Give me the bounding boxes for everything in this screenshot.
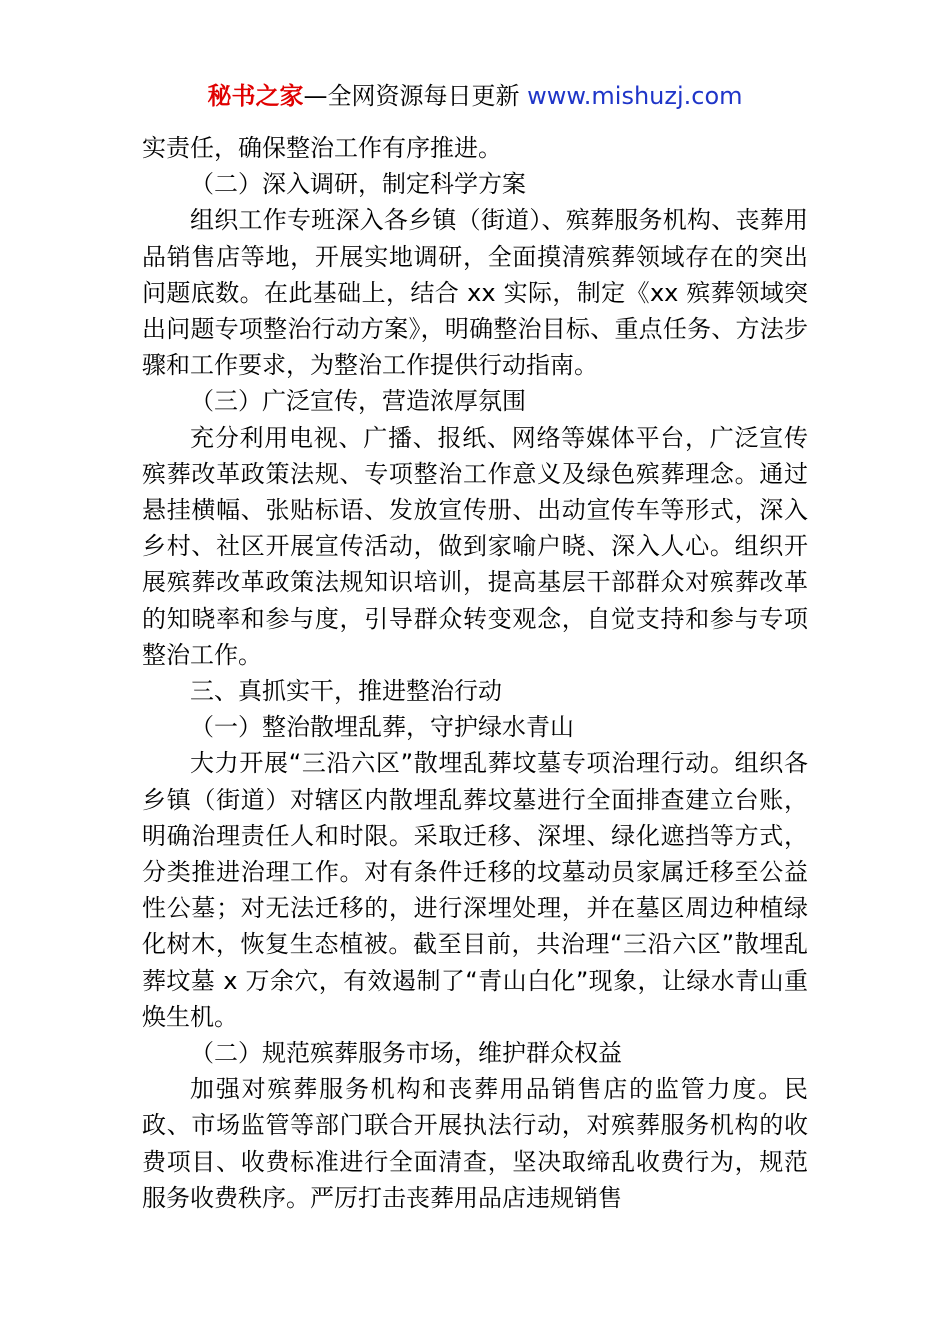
subheading-publicity: （三）广泛宣传，营造浓厚氛围 — [190, 387, 526, 416]
document-body — [142, 130, 808, 1216]
subheading-market: （二）规范殡葬服务市场，维护群众权益 — [190, 1039, 622, 1068]
paragraph-market: 加强对殡葬服务机构和丧葬用品销售店的监管力度。民政、市场监管等部门联合开展执法行动，对殡葬服务机构的收费项目、收费标准进行全面清查，坚决取缔乱收费行为，规范服务收费秩序。严厉打击丧葬用品店违规销售 — [142, 1075, 808, 1212]
paragraph-continuation: 实责任，确保整治工作有序推进。 — [142, 134, 502, 162]
paragraph-publicity: 充分利用电视、广播、报纸、网络等媒体平台，广泛宣传殡葬改革政策法规、专项整治工作意义及绿色殡葬理念。通过悬挂横幅、张贴标语、发放宣传册、出动宣传车等形式，深入乡村、社区开展宣传活动，做到家喻户晓、深入人心。组织开展殡葬改革政策法规知识培训，提高基层干部群众对殡葬改革的知晓率和参与度，引导群众转变观念，自觉支持和参与专项整治工作。 — [142, 423, 808, 669]
site-brand: 秘书之家 — [207, 82, 304, 110]
paragraph-burial: 大力开展“三沿六区”散埋乱葬坟墓专项治理行动。组织各乡镇（街道）对辖区内散埋乱葬坟墓进行全面排查建立台账，明确治理责任人和时限。采取迁移、深埋、绿化遮挡等方式，分类推进治理工作。对有条件迁移的坟墓动员家属迁移至公益性公墓；对无法迁移的，进行深埋处理，并在墓区周边种植绿化树木，恢复生态植被。截至目前，共治理“三沿六区”散埋乱葬坟墓 x 万余穴，有效遏制了“青山白化”现象，让绿水青山重焕生机。 — [142, 749, 808, 1031]
site-url[interactable]: www.mishuzj.com — [527, 82, 743, 110]
paragraph-research: 组织工作专班深入各乡镇（街道）、殡葬服务机构、丧葬用品销售店等地，开展实地调研，全面摸清殡葬领域存在的突出问题底数。在此基础上，结合 xx 实际，制定《xx 殡葬领域突出问题专项整治行动方案》，明确整治目标、重点任务、方法步骤和工作要求，为整治工作提供行动指南。 — [142, 206, 808, 380]
subheading-research: （二）深入调研，制定科学方案 — [190, 170, 526, 199]
page-header — [0, 78, 950, 114]
site-slogan: —全网资源每日更新 — [303, 82, 528, 110]
section-heading-action: 三、真抓实干，推进整治行动 — [190, 677, 502, 706]
subheading-burial: （一）整治散埋乱葬，守护绿水青山 — [190, 713, 574, 742]
